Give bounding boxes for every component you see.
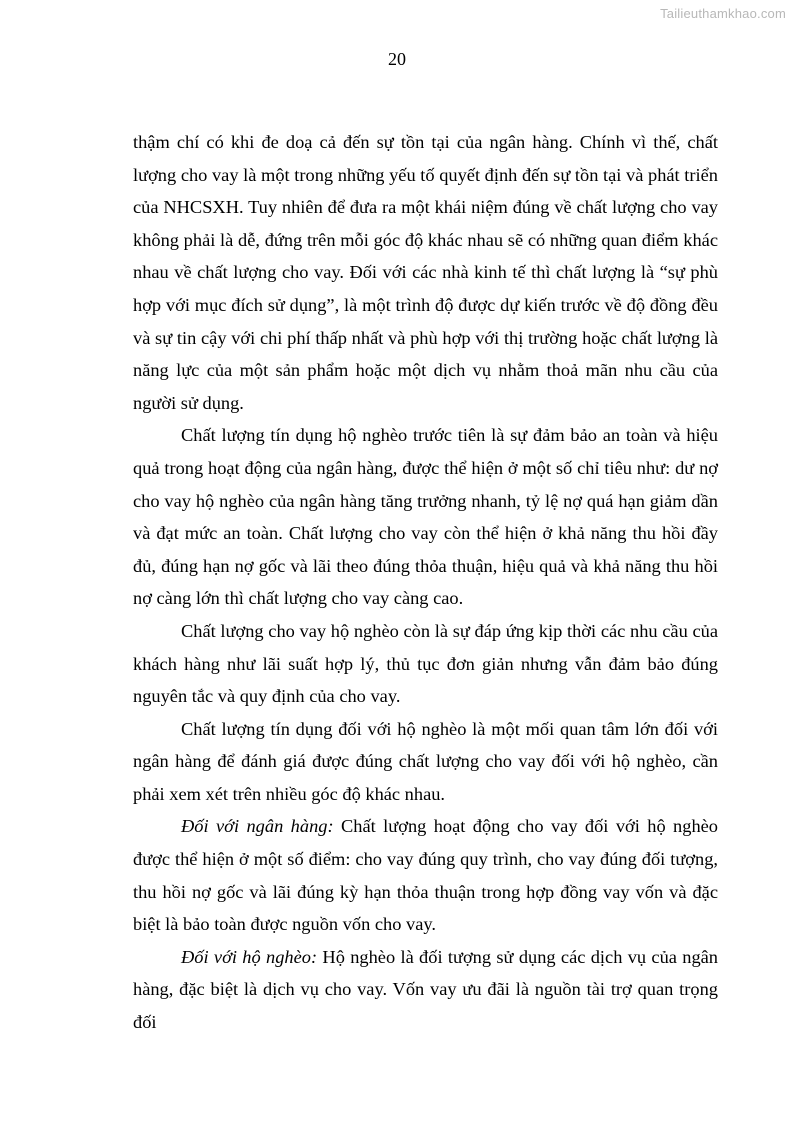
- paragraph-5-label: Đối với ngân hàng:: [181, 816, 334, 837]
- paragraph-6-text: Hộ nghèo là đối tượng sử dụng các dịch vụ của ngân hàng, đặc biệt là dịch vụ cho vay. Vốn vay ưu đãi là nguồn tài trợ quan trọng đối: [133, 946, 718, 1033]
- page-number: 20: [388, 49, 406, 69]
- paragraph-4: Chất lượng tín dụng đối với hộ nghèo là một mối quan tâm lớn đối với ngân hàng để đánh giá được đúng chất lượng cho vay đối với hộ nghèo, cần phải xem xét trên nhiều góc độ khác nhau.: [133, 718, 718, 804]
- paragraph-1: thậm chí có khi đe doạ cả đến sự tồn tại của ngân hàng. Chính vì thế, chất lượng cho vay là một trong những yếu tố quyết định đến sự tồn tại và phát triển của NHCSXH. Tuy nhiên để đưa ra một khái niệm đúng về chất lượng cho vay không phải là dễ, đứng trên mỗi góc độ khác nhau sẽ có những quan điểm khác nhau về chất lượng cho vay. Đối với các nhà kinh tế thì chất lượng là “sự phù hợp với mục đích sử dụng”, là một trình độ được dự kiến trước về độ đồng đều và sự tin cậy với chi phí thấp nhất và phù hợp với thị trường hoặc chất lượng là năng lực của một sản phẩm hoặc một dịch vụ nhằm thoả mãn nhu cầu của người sử dụng.: [133, 132, 718, 413]
- watermark: Tailieuthamkhao.com: [660, 6, 786, 21]
- paragraph-6-label: Đối với hộ nghèo:: [181, 946, 318, 967]
- document-body: [133, 126, 718, 1039]
- paragraph-3: Chất lượng cho vay hộ nghèo còn là sự đáp ứng kịp thời các nhu cầu của khách hàng như lãi suất hợp lý, thủ tục đơn giản nhưng vẫn đảm bảo đúng nguyên tắc và quy định của cho vay.: [133, 620, 718, 707]
- paragraph-6: [133, 941, 718, 1039]
- paragraph-2: Chất lượng tín dụng hộ nghèo trước tiên là sự đảm bảo an toàn và hiệu quả trong hoạt động của ngân hàng, được thể hiện ở một số chỉ tiêu như: dư nợ cho vay hộ nghèo của ngân hàng tăng trưởng nhanh, tỷ lệ nợ quá hạn giảm dần và đạt mức an toàn. Chất lượng cho vay còn thể hiện ở khả năng thu hồi đầy đủ, đúng hạn nợ gốc và lãi theo đúng thỏa thuận, hiệu quả và khả năng thu hồi nợ càng lớn thì chất lượng cho vay càng cao.: [133, 425, 718, 609]
- paragraph-5: [133, 810, 718, 940]
- paragraph-5-text: Chất lượng hoạt động cho vay đối với hộ nghèo được thể hiện ở một số điểm: cho vay đúng quy trình, cho vay đúng đối tượng, thu hồi nợ gốc và lãi đúng kỳ hạn thỏa thuận trong hợp đồng vay vốn và đặc biệt là bảo toàn được nguồn vốn cho vay.: [133, 816, 719, 935]
